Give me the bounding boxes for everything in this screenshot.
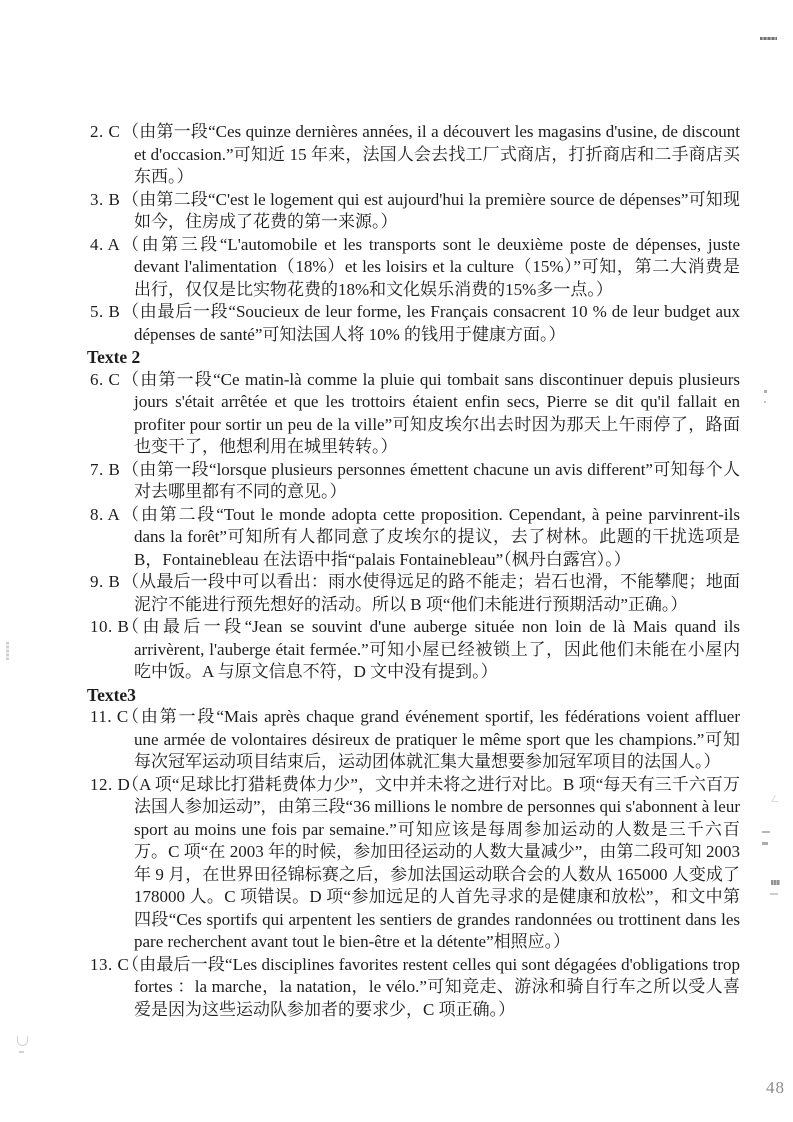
scan-artifact-mark	[770, 893, 778, 895]
section-header-texte3: Texte3	[87, 684, 136, 705]
answer-explanation: （A 项“足球比打猎耗费体力少”，文中并未将之进行对比。B 项“每天有三千六百万法国人参加运动”，由第三段“36 millions le nombre de personnes qui s'abonnent à leur sport au moins une fois par semaine.”可知应该是每周参加运动的人数是三千六百万。C 项“在 2003 年的时候，参加田径运动的人数大量减少”，由第二段可知 2003 年 9 月，在世界田径锦标赛之后，参加法国运动联合会的人数从 165000 人变成了 178000 人。C 项错误。D 项“参加远足的人首先寻求的是健康和放松”，和文中第四段“Ces sportifs qui arpentent les sentiers de grandes randonnées ou trottinent dans les pare recherchent avant tout le bien-être et la détente”相照应。）	[122, 774, 740, 951]
scan-artifact-mark	[19, 1051, 24, 1053]
scan-artifact-mark	[762, 831, 770, 833]
scan-artifact-dot	[764, 401, 766, 403]
answer-explanation: （由最后一段“Soucieux de leur forme, les Français consacrent 10 % de leur budget aux dépenses de santé”可知法国人将 10% 的钱用于健康方面。）	[122, 302, 740, 344]
answer-item-9	[90, 571, 740, 616]
answer-explanation: （由最后一段“Jean se souvint d'une auberge située non loin de là Mais quand ils arrivèrent, l'auberge était fermée.”可知小屋已经被锁上了，因此他们未能在小屋内吃中饭。A 与原文信息不符，D 文中没有提到。）	[122, 617, 740, 681]
scan-artifact-mark	[771, 880, 780, 885]
answer-explanation: （由第二段“Tout le monde adopta cette proposition. Cependant, à peine parvinrent-ils dans la forêt”可知所有人都同意了皮埃尔的提议，去了树林。此题的干扰选项是 B，Fontainebleau 在法语中指“palais Fontainebleau”（枫丹白露宫）。）	[122, 504, 740, 569]
answer-number: 13. C	[90, 954, 130, 974]
answer-item-4	[90, 234, 740, 302]
answer-number: 11. C	[90, 707, 129, 726]
page-number: 48	[766, 1078, 785, 1097]
answer-number: 7. B	[90, 459, 121, 479]
answer-number: 3. B	[90, 189, 121, 209]
answer-explanation: （由第一段“Ces quinze dernières années, il a découvert les magasins d'usine, de discount et d'occasion.”可知近 15 年来，法国人会去找工厂式商店，打折商店和二手商店买东西。）	[122, 122, 740, 186]
answer-item-11	[90, 706, 740, 774]
answer-item-7	[90, 459, 740, 504]
scan-artifact-mark	[771, 795, 782, 802]
answer-item-2	[90, 121, 740, 189]
scan-artifact-dash	[760, 37, 777, 40]
answer-item-3	[90, 189, 740, 234]
answer-number: 2. C	[90, 122, 121, 141]
scan-artifact-dot	[764, 390, 767, 393]
answer-explanation: （由第三段“L'automobile et les transports sont le deuxième poste de dépenses, juste devant l'alimentation（18%）et les loisirs et la culture（15%）”可知，第二大消费是出行，仅仅是比实物花费的18%和文化娱乐消费的15%多一点。）	[122, 234, 740, 299]
answer-explanation: （由第一段“Mais après chaque grand événement sportif, les fédérations voient affluer une armée de volontaires désireux de pratiquer le même sport que les champions.”可知每次冠军运动项目结束后，运动团体就汇集大量想要参加冠军项目的法国人。）	[122, 707, 740, 771]
answer-explanation: （从最后一段中可以看出：雨水使得远足的路不能走；岩石也滑，不能攀爬；地面泥泞不能进行预先想好的活动。所以 B 项“他们未能进行预期活动”正确。）	[122, 572, 740, 614]
scan-artifact-mark	[762, 842, 768, 845]
answer-number: 10. B	[90, 617, 130, 636]
answer-item-12	[90, 774, 740, 954]
answer-number: 12. D	[90, 774, 131, 794]
scan-artifact-squiggle	[6, 642, 9, 660]
answer-explanation: （由第一段“Ce matin-là comme la pluie qui tombait sans discontinuer depuis plusieurs jours s'était arrêtée et que les trottoirs étaient enfin secs, Pierre se dit qu'il fallait en profiter pour sortir un peu de la ville”可知皮埃尔出去时因为那天上午雨停了，路面也变干了，他想利用在城里转转。）	[122, 369, 740, 456]
answer-item-5	[90, 301, 740, 346]
answer-number: 8. A	[90, 504, 121, 524]
answer-number: 6. C	[90, 369, 121, 389]
scan-artifact-mark	[17, 1036, 28, 1046]
answer-item-10	[90, 616, 740, 684]
answer-item-8	[90, 504, 740, 572]
answer-item-6	[90, 369, 740, 459]
section-header-texte2: Texte 2	[87, 347, 141, 367]
answer-explanation: （由第一段“lorsque plusieurs personnes émettent chacune un avis different”可知每个人对去哪里都有不同的意见。）	[122, 459, 740, 501]
answer-key-content	[87, 121, 740, 1021]
answer-item-13	[90, 954, 740, 1022]
answer-number: 9. B	[90, 572, 121, 591]
answer-explanation: （由第二段“C'est le logement qui est aujourd'hui la première source de dépenses”可知现如今，住房成了花费的第一来源。）	[122, 189, 740, 231]
answer-number: 4. A	[90, 234, 121, 254]
answer-number: 5. B	[90, 302, 121, 321]
answer-explanation: （由最后一段“Les disciplines favorites restent celles qui sont dégagées d'obligations trop fortes ：la marche，la natation，le vélo.”可知竞走、游泳和骑自行车之所以受人喜爱是因为这些运动队参加者的要求少，C 项正确。）	[122, 954, 740, 1019]
